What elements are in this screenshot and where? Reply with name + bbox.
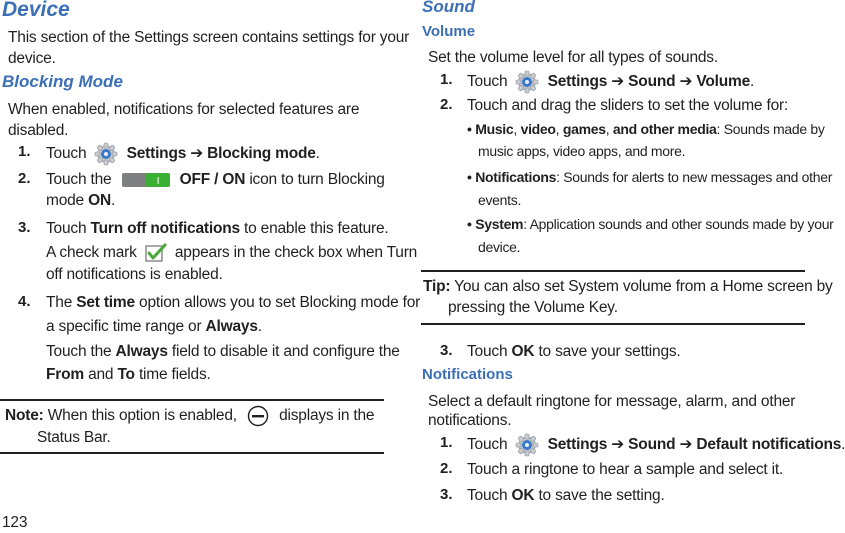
arrow-icon: ➔ [679, 436, 693, 454]
arrow-icon: ➔ [611, 73, 625, 91]
step-1-touch: Touch [46, 145, 87, 163]
step-2-line-2 [46, 190, 115, 211]
comma: , [513, 121, 521, 137]
on-off-toggle-icon [122, 172, 170, 188]
step-2-offon: OFF / ON [179, 171, 246, 188]
blocking-mode-status-icon [247, 405, 269, 427]
step-4-line2-pre: a specific time range or [46, 318, 202, 335]
bullet-notifications-line-2: events. [478, 192, 522, 208]
intro-line-2: device. [8, 50, 56, 67]
step-1-end: . [315, 145, 320, 163]
step-2-post: icon to turn Blocking [249, 171, 385, 188]
notif-step-3-ok: OK [511, 487, 535, 504]
notif-step-1-number: 1. [440, 434, 453, 451]
tip-line-2: pressing the Volume Key. [448, 299, 618, 316]
intro-line-1: This section of the Settings screen contains settings for your [8, 29, 410, 46]
volume-step-3-touch: Touch [467, 343, 508, 360]
step-4-always: Always [205, 318, 258, 335]
volume-step-1-touch: Touch [467, 73, 508, 91]
step-4-touch-post: field to disable it and configure the [171, 343, 400, 360]
bullet-games: games [562, 121, 606, 137]
volume-step-1-volume: Volume [696, 73, 751, 91]
step-3-check-post: appears in the check box when Turn [174, 244, 418, 261]
step-4-fields: time fields. [138, 366, 211, 383]
blocking-desc-2: disabled. [8, 122, 69, 139]
step-3-target: Turn off notifications [90, 220, 240, 237]
notif-step-1-settings: Settings [547, 436, 608, 454]
settings-gear-icon [94, 142, 118, 166]
volume-step-3 [467, 341, 681, 362]
tip-label: Tip: [423, 278, 451, 295]
step-2-number: 2. [18, 170, 31, 187]
bullet-system-line-2: device. [478, 239, 521, 255]
step-2-on: ON [88, 192, 111, 209]
blocking-desc-1: When enabled, notifications for selected features are [8, 101, 360, 118]
bullet-notifications-desc: : Sounds for alerts to new messages and other [556, 169, 833, 185]
step-3-check-pre: A check mark [46, 244, 137, 261]
volume-heading: Volume [422, 23, 476, 40]
bullet-system [467, 214, 834, 234]
arrow-icon: ➔ [611, 436, 625, 454]
step-2-mode: mode [46, 192, 84, 209]
bullet-icon: • [467, 121, 472, 137]
step-3-check-line-2: off notifications is enabled. [46, 266, 223, 283]
step-1-number: 1. [18, 143, 31, 160]
bullet-music: Music [475, 121, 514, 137]
volume-step-3-ok: OK [511, 343, 535, 360]
step-2-end: . [110, 192, 116, 209]
bullet-notifications-label: Notifications [475, 169, 557, 185]
page-number: 123 [2, 514, 28, 531]
notifications-desc-2: notifications. [428, 412, 512, 429]
arrow-icon: ➔ [190, 145, 204, 163]
note-text-1: When this option is enabled, [47, 407, 237, 425]
notif-step-1-touch: Touch [467, 436, 508, 454]
step-1-target: Blocking mode [207, 145, 316, 163]
step-4-the: The [46, 294, 73, 311]
bullet-icon: • [467, 169, 472, 185]
step-4-and: and [88, 366, 114, 383]
volume-step-1-sound: Sound [628, 73, 676, 91]
checkbox-checked-icon [145, 243, 167, 263]
notif-step-1-end: . [841, 436, 845, 454]
settings-gear-icon [515, 433, 539, 457]
volume-step-3-post: to save your settings. [538, 343, 681, 360]
tip-line-1 [423, 276, 833, 297]
step-4-to: To [117, 366, 135, 383]
volume-step-2: Touch and drag the sliders to set the volume for: [467, 97, 789, 114]
bullet-system-desc: : Application sounds and other sounds made by your [523, 216, 834, 232]
bullet-media-desc: : Sounds made by [716, 121, 825, 137]
step-4-fields-line [46, 364, 211, 385]
step-3-post: to enable this feature. [244, 220, 389, 237]
notif-step-3-post: to save the setting. [538, 487, 665, 504]
step-4-end: . [257, 318, 262, 335]
tip-text-1: You can also set System volume from a Home screen by [454, 278, 833, 295]
sound-heading: Sound [422, 0, 475, 16]
note-bottom-rule [0, 452, 384, 454]
toggle-label: I [156, 175, 159, 187]
note-label: Note: [5, 407, 44, 425]
step-4 [46, 292, 420, 313]
blocking-mode-heading: Blocking Mode [2, 72, 123, 91]
notifications-heading: Notifications [422, 366, 513, 383]
step-4-settime: Set time [76, 294, 135, 311]
notif-step-3-number: 3. [440, 486, 453, 503]
step-2-pre: Touch the [46, 171, 112, 188]
notif-step-1-sound: Sound [628, 436, 676, 454]
volume-step-1 [467, 70, 754, 94]
bullet-notifications [467, 167, 832, 187]
note-line-2: Status Bar. [37, 429, 111, 446]
notif-step-3 [467, 485, 665, 506]
notif-step-3-touch: Touch [467, 487, 508, 504]
step-2 [46, 169, 385, 190]
volume-step-3-number: 3. [440, 342, 453, 359]
volume-step-1-number: 1. [440, 71, 453, 88]
step-4-always-2: Always [115, 343, 168, 360]
bullet-other-media: and other media [612, 121, 717, 137]
arrow-icon: ➔ [679, 73, 693, 91]
bullet-icon: • [467, 216, 472, 232]
section-title: Device [2, 0, 70, 21]
step-4-touch-line [46, 341, 400, 362]
step-4-number: 4. [18, 293, 31, 310]
step-1-settings: Settings [126, 145, 187, 163]
comma: , [605, 121, 613, 137]
step-3-check-line [46, 242, 417, 263]
tip-top-rule [421, 270, 805, 272]
notif-step-2: Touch a ringtone to hear a sample and select it. [467, 461, 784, 478]
step-3-number: 3. [18, 219, 31, 236]
volume-desc: Set the volume level for all types of sounds. [428, 49, 718, 66]
volume-step-2-number: 2. [440, 96, 453, 113]
bullet-video: video [520, 121, 556, 137]
step-4-touch-pre: Touch the [46, 343, 112, 360]
step-1 [46, 142, 320, 166]
volume-step-1-settings: Settings [547, 73, 608, 91]
volume-step-1-end: . [750, 73, 755, 91]
notif-step-1-target: Default notifications [696, 436, 842, 454]
step-4-line-2 [46, 316, 262, 337]
step-4-post: option allows you to set Blocking mode for [139, 294, 421, 311]
notif-step-1 [467, 433, 845, 457]
settings-gear-icon [515, 70, 539, 94]
step-3 [46, 218, 389, 239]
notif-step-2-number: 2. [440, 460, 453, 477]
bullet-media [467, 119, 825, 139]
comma: , [555, 121, 563, 137]
notifications-desc-1: Select a default ringtone for message, alarm, and other [428, 393, 796, 410]
bullet-media-line-2: music apps, video apps, and more. [478, 143, 686, 159]
step-3-touch: Touch [46, 220, 87, 237]
note-top-rule [0, 399, 384, 401]
bullet-system-label: System [475, 216, 524, 232]
tip-bottom-rule [421, 323, 805, 325]
note-line-1 [5, 405, 374, 427]
step-4-from: From [46, 366, 84, 383]
note-text-2: displays in the [279, 407, 375, 425]
